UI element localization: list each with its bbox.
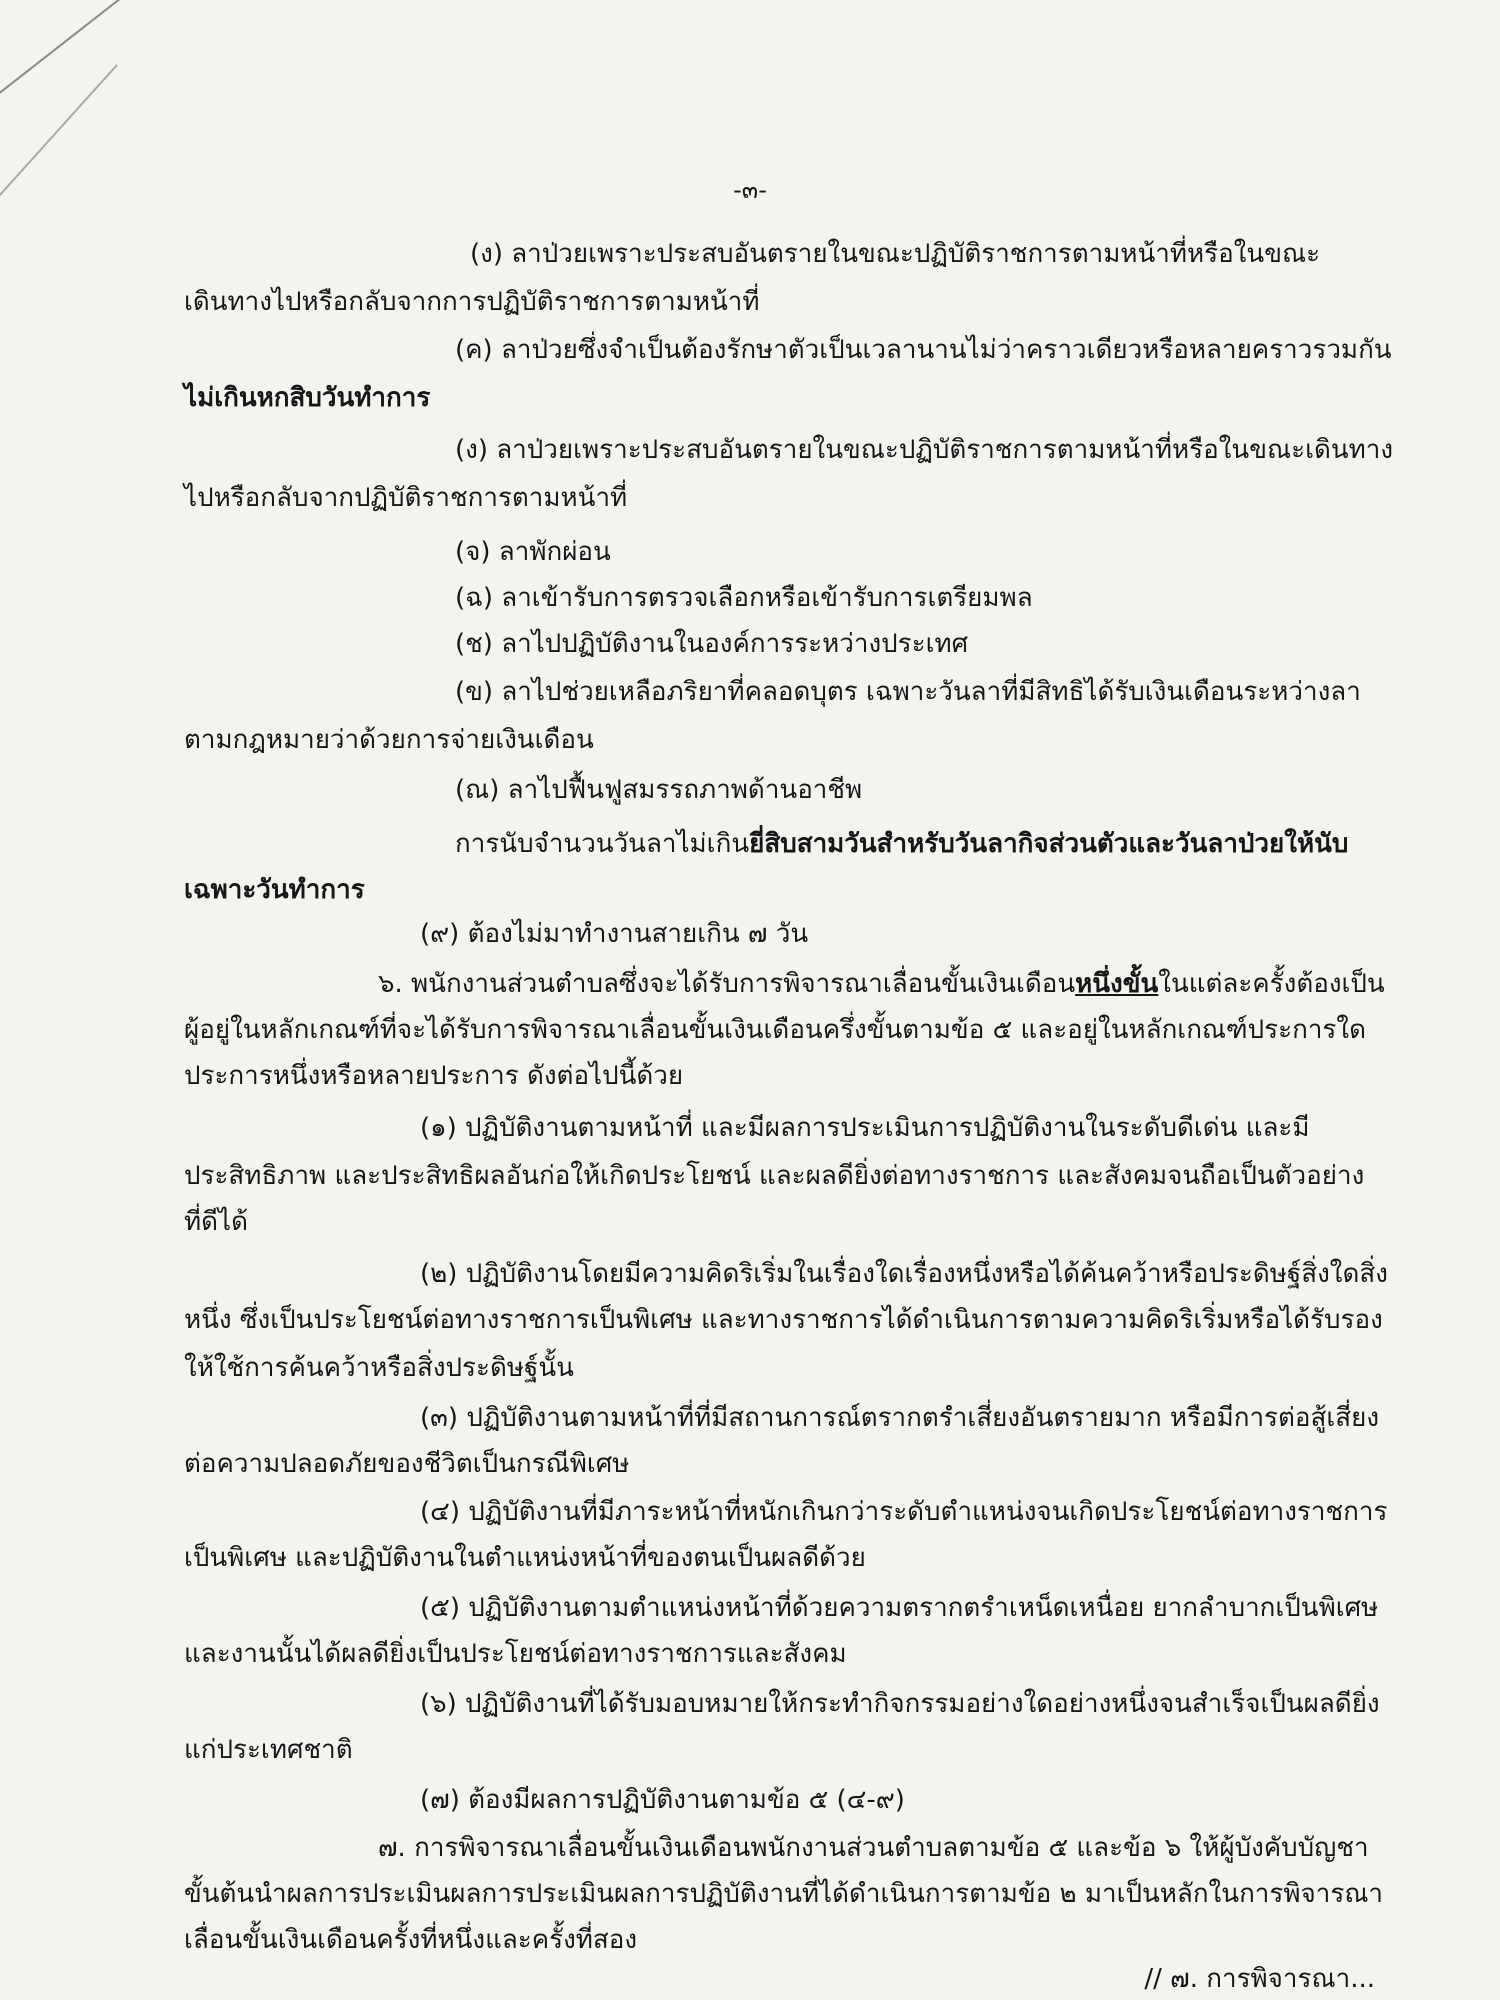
paragraph-line: ประสิทธิภาพ และประสิทธิผลอันก่อให้เกิดประโยชน์ และผลดียิ่งต่อทางราชการ และสังคมจนถือเป็นตัวอย่าง: [184, 1161, 1365, 1191]
paragraph-line: (ง) ลาป่วยเพราะประสบอันตรายในขณะปฏิบัติราชการตามหน้าที่หรือในขณะ: [470, 239, 1321, 269]
paragraph-line: [378, 966, 1385, 1002]
paragraph-line: (ณ) ลาไปฟื้นฟูสมรรถภาพด้านอาชีพ: [455, 775, 863, 805]
paragraph-line: (ค) ลาป่วยซึ่งจำเป็นต้องรักษาตัวเป็นเวลานานไม่ว่าคราวเดียวหรือหลายคราวรวมกัน: [455, 335, 1392, 365]
paragraph-line: ที่ดีได้: [184, 1207, 248, 1237]
paragraph-line: (๑) ปฏิบัติงานตามหน้าที่ และมีผลการประเมินการปฏิบัติงานในระดับดีเด่น และมี: [420, 1113, 1310, 1143]
paragraph-line: หนึ่ง ซึ่งเป็นประโยชน์ต่อทางราชการเป็นพิเศษ และทางราชการได้ดำเนินการตามความคิดริเริ่มหรือได้รับรอง: [184, 1305, 1383, 1335]
paragraph-line: (๖) ปฏิบัติงานที่ได้รับมอบหมายให้กระทำกิจกรรมอย่างใดอย่างหนึ่งจนสำเร็จเป็นผลดียิ่ง: [420, 1689, 1380, 1719]
paragraph-line: (๕) ปฏิบัติงานตามตำแหน่งหน้าที่ด้วยความตรากตรำเหน็ดเหนื่อย ยากลำบากเป็นพิเศษ: [420, 1593, 1379, 1623]
paragraph-line: (ช) ลาไปปฏิบัติงานในองค์การระหว่างประเทศ: [455, 629, 969, 659]
paragraph-line: (๗) ต้องมีผลการปฏิบัติงานตามข้อ ๕ (๔-๙): [420, 1785, 905, 1815]
text-span: การนับจำนวนวันลาไม่เกิน: [455, 829, 750, 859]
paragraph-line: เลื่อนขั้นเงินเดือนครั้งที่หนึ่งและครั้งที่สอง: [184, 1925, 638, 1955]
paragraph-line: เป็นพิเศษ และปฏิบัติงานในตำแหน่งหน้าที่ของตนเป็นผลดีด้วย: [184, 1543, 866, 1573]
paragraph-line: (๓) ปฏิบัติงานตามหน้าที่ที่มีสถานการณ์ตรากตรำเสี่ยงอันตรายมาก หรือมีการต่อสู้เสี่ยง: [420, 1403, 1380, 1433]
paragraph-line: (ฉ) ลาเข้ารับการตรวจเลือกหรือเข้ารับการเตรียมพล: [455, 583, 1033, 613]
paragraph-line: ๗. การพิจารณาเลื่อนขั้นเงินเดือนพนักงานส่วนตำบลตามข้อ ๕ และข้อ ๖ ให้ผู้บังคับบัญชา: [378, 1833, 1369, 1863]
text-span: ๖. พนักงานส่วนตำบลซึ่งจะได้รับการพิจารณาเลื่อนขั้นเงินเดือน: [378, 969, 1076, 999]
bold-text-span: ยี่สิบสามวันสำหรับวันลากิจส่วนตัวและวันลาป่วยให้นับ: [749, 829, 1349, 859]
paragraph-line: [455, 826, 1348, 862]
paragraph-line: (ง) ลาป่วยเพราะประสบอันตรายในขณะปฏิบัติราชการตามหน้าที่หรือในขณะเดินทาง: [455, 435, 1394, 465]
paragraph-line: (๙) ต้องไม่มาทำงานสายเกิน ๗ วัน: [420, 919, 809, 949]
paragraph-line: ต่อความปลอดภัยของชีวิตเป็นกรณีพิเศษ: [184, 1449, 630, 1479]
underlined-text-span: หนึ่งขั้น: [1075, 969, 1159, 999]
paragraph-line: แก่ประเทศชาติ: [184, 1735, 353, 1765]
scan-edge-line: [0, 0, 160, 117]
paragraph-line: ประการหนึ่งหรือหลายประการ ดังต่อไปนี้ด้วย: [184, 1061, 684, 1091]
paragraph-line: ให้ใช้การค้นคว้าหรือสิ่งประดิษฐ์นั้น: [184, 1353, 574, 1383]
paragraph-line: (จ) ลาพักผ่อน: [455, 537, 611, 567]
page-number: -๓-: [733, 176, 767, 204]
paragraph-line: และงานนั้นได้ผลดียิ่งเป็นประโยชน์ต่อทางราชการและสังคม: [184, 1639, 847, 1669]
paragraph-line: ตามกฎหมายว่าด้วยการจ่ายเงินเดือน: [184, 725, 594, 755]
paragraph-line: เดินทางไปหรือกลับจากการปฏิบัติราชการตามหน้าที่: [184, 287, 760, 317]
continuation-footer: // ๗. การพิจารณา...: [1144, 1964, 1375, 1994]
paragraph-line: (๔) ปฏิบัติงานที่มีภาระหน้าที่หนักเกินกว่าระดับตำแหน่งจนเกิดประโยชน์ต่อทางราชการ: [420, 1497, 1388, 1527]
paragraph-line: ขั้นต้นนำผลการประเมินผลการประเมินผลการปฏิบัติงานที่ได้ดำเนินการตามข้อ ๒ มาเป็นหลักในการพิจารณา: [184, 1879, 1384, 1909]
paragraph-line: ไปหรือกลับจากปฏิบัติราชการตามหน้าที่: [184, 483, 628, 513]
paragraph-line: (๒) ปฏิบัติงานโดยมีความคิดริเริ่มในเรื่องใดเรื่องหนึ่งหรือได้ค้นคว้าหรือประดิษฐ์สิ่งใดสิ่ง: [420, 1259, 1388, 1289]
paragraph-line: ผู้อยู่ในหลักเกณฑ์ที่จะได้รับการพิจารณาเลื่อนขั้นเงินเดือนครึ่งขั้นตามข้อ ๕ และอยู่ในหลักเกณฑ์ประการใด: [184, 1015, 1366, 1045]
text-span: ในแต่ละครั้งต้องเป็น: [1158, 969, 1385, 999]
paragraph-line: เฉพาะวันทำการ: [184, 875, 365, 905]
paragraph-line: (ข) ลาไปช่วยเหลือภริยาที่คลอดบุตร เฉพาะวันลาที่มีสิทธิได้รับเงินเดือนระหว่างลา: [455, 677, 1361, 707]
paragraph-line: ไม่เกินหกสิบวันทำการ: [184, 383, 431, 413]
